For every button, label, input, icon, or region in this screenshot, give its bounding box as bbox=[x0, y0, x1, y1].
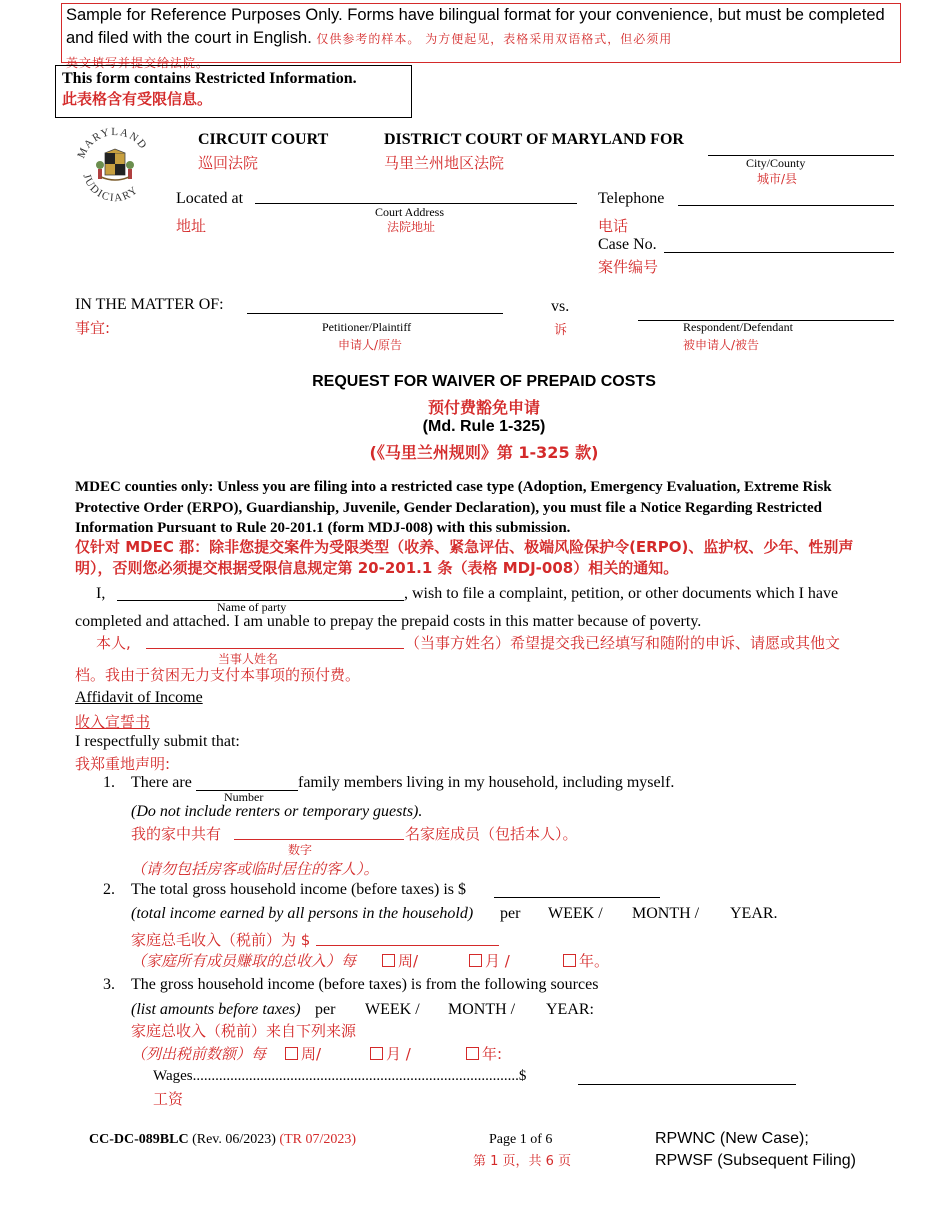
wages-field[interactable] bbox=[578, 1084, 796, 1085]
gross-income-field-zh[interactable] bbox=[316, 945, 499, 946]
sample-notice-zh: 仅供参考的样本。 为方便起见，表格采用双语格式，但必须用 bbox=[316, 32, 673, 46]
item3-note-zh: （列出税前数额）每 bbox=[131, 1045, 267, 1063]
page-number: Page 1 of 6 bbox=[489, 1132, 553, 1147]
item3-note: (list amounts before taxes) bbox=[131, 1001, 301, 1018]
item1-text-a: There are bbox=[131, 774, 192, 791]
sample-notice-en: Sample for Reference Purposes Only. Forms have bilingual format for your convenience, but must be completed and filed with the court in English. 仅供参考的样本。 为方便起见，表格采用双语格式，但必须用 英文填写并提交给法院。 bbox=[66, 6, 885, 70]
in-the-matter-label: IN THE MATTER OF: bbox=[75, 296, 224, 313]
item2-month-option[interactable]: 月 / bbox=[469, 950, 510, 971]
item2-note-zh: （家庭所有成员赚取的总收入）每 bbox=[131, 952, 357, 970]
month-checkbox[interactable] bbox=[469, 954, 482, 967]
telephone-label: Telephone bbox=[598, 190, 665, 207]
city-county-label-zh: 城市/县 bbox=[757, 172, 798, 186]
form-rule-zh: (《马里兰州规则》第 1-325 款) bbox=[369, 443, 599, 462]
form-code-2: RPWSF (Subsequent Filing) bbox=[655, 1152, 856, 1169]
item3-year: YEAR: bbox=[546, 1001, 594, 1018]
petitioner-label-zh: 申请人/原告 bbox=[338, 338, 403, 352]
year-checkbox-3[interactable] bbox=[466, 1047, 479, 1060]
form-revision: (Rev. 06/2023) bbox=[192, 1132, 276, 1147]
respondent-label-zh: 被申请人/被告 bbox=[683, 338, 760, 352]
name-of-party-label: Name of party bbox=[217, 600, 287, 614]
household-members-field-zh[interactable] bbox=[234, 839, 404, 840]
respondent-label: Respondent/Defendant bbox=[683, 320, 793, 334]
restricted-info-box bbox=[55, 65, 412, 118]
gross-income-field[interactable] bbox=[494, 897, 660, 898]
item2-number: 2. bbox=[103, 881, 115, 898]
item2-text-zh: 家庭总毛收入（税前）为 $ bbox=[131, 931, 311, 949]
form-translation-rev: (TR 07/2023) bbox=[279, 1132, 357, 1147]
telephone-field[interactable] bbox=[678, 205, 894, 206]
name-of-party-field-zh[interactable] bbox=[146, 648, 404, 649]
wages-label: Wages.......................................................................................$ bbox=[153, 1068, 527, 1084]
week-checkbox[interactable] bbox=[382, 954, 395, 967]
item3-per: per bbox=[315, 1001, 336, 1018]
month-checkbox-3[interactable] bbox=[370, 1047, 383, 1060]
item1-text-zh-b: 名家庭成员（包括本人）。 bbox=[405, 825, 578, 843]
district-court-label: DISTRICT COURT OF MARYLAND FOR bbox=[384, 131, 684, 148]
circuit-court-label: CIRCUIT COURT bbox=[198, 131, 329, 148]
item3-text-zh: 家庭总收入（税前）来自下列来源 bbox=[131, 1022, 357, 1040]
name-of-party-label-zh: 当事人姓名 bbox=[218, 652, 279, 666]
intro-i: I, bbox=[96, 585, 106, 602]
item2-week-option[interactable]: 周/ bbox=[382, 950, 418, 971]
number-label: Number bbox=[224, 790, 264, 804]
year-checkbox[interactable] bbox=[563, 954, 576, 967]
item3-month: MONTH / bbox=[448, 1001, 516, 1018]
number-label-zh: 数字 bbox=[288, 843, 313, 857]
circuit-court-label-zh: 巡回法院 bbox=[198, 154, 259, 172]
week-checkbox-3[interactable] bbox=[285, 1047, 298, 1060]
mdec-notice: MDEC counties only: Unless you are filing into a restricted case type (Adoption, Emergency Evaluation, Extreme Risk Protective Order (ERPO), Guardianship, Juvenile, Gender Declaration), you must file a Notice Regarding Restricted Information Pursuant to Rule 20-201.1 (form MDJ-008) with this submission. bbox=[75, 479, 832, 536]
wages-label-zh: 工资 bbox=[153, 1090, 184, 1108]
intro-line2: completed and attached. I am unable to prepay the prepaid costs in this matter because of poverty. bbox=[75, 613, 702, 630]
item3-month-option[interactable]: 月 / bbox=[370, 1043, 411, 1064]
maryland-judiciary-seal bbox=[75, 125, 155, 210]
petitioner-field[interactable] bbox=[247, 313, 503, 314]
item1-note: (Do not include renters or temporary guests). bbox=[131, 803, 423, 820]
affidavit-title: Affidavit of Income bbox=[75, 689, 203, 706]
seal-bottom-text: JUDICIARY bbox=[80, 172, 141, 205]
page-number-zh: 第 1 页，共 6 页 bbox=[473, 1154, 572, 1169]
intro-zh-start: 本人, bbox=[96, 634, 131, 652]
located-at-label: Located at bbox=[176, 190, 244, 207]
seal-icon bbox=[75, 125, 155, 210]
item2-text: The total gross household income (before taxes) is $ bbox=[131, 881, 467, 898]
intro-rest: , wish to file a complaint, petition, or other documents which I have bbox=[404, 585, 839, 602]
form-number-line bbox=[89, 1132, 356, 1148]
submit-statement: I respectfully submit that: bbox=[75, 733, 240, 750]
vs-label-zh: 诉 bbox=[554, 323, 568, 338]
case-no-label-zh: 案件编号 bbox=[598, 258, 659, 276]
form-number: CC-DC-089BLC bbox=[89, 1132, 189, 1147]
case-no-label: Case No. bbox=[598, 236, 657, 253]
item1-number: 1. bbox=[103, 774, 115, 791]
form-rule: (Md. Rule 1-325) bbox=[422, 418, 546, 435]
item3-week: WEEK / bbox=[365, 1001, 420, 1018]
located-at-label-zh: 地址 bbox=[176, 217, 207, 235]
case-no-field[interactable] bbox=[664, 252, 894, 253]
item1-text-b: family members living in my household, including myself. bbox=[298, 774, 675, 791]
city-county-label: City/County bbox=[746, 156, 806, 170]
intro-zh-line2: 档。我由于贫困无力支付本事项的预付费。 bbox=[75, 666, 361, 684]
affidavit-title-zh: 收入宣誓书 bbox=[75, 713, 151, 731]
form-title-zh: 预付费豁免申请 bbox=[427, 398, 540, 417]
item3-week-option[interactable]: 周/ bbox=[285, 1043, 321, 1064]
form-code-1: RPWNC (New Case); bbox=[655, 1130, 809, 1147]
item3-text: The gross household income (before taxes) is from the following sources bbox=[131, 976, 599, 993]
restricted-info-zh: 此表格含有受限信息。 bbox=[62, 90, 213, 108]
item2-week: WEEK / bbox=[548, 905, 603, 922]
item2-year: YEAR. bbox=[730, 905, 778, 922]
court-address-label: Court Address bbox=[375, 205, 444, 219]
item1-note-zh: （请勿包括房客或临时居住的客人）。 bbox=[131, 860, 379, 878]
item2-year-option[interactable]: 年。 bbox=[563, 950, 609, 971]
vs-label: vs. bbox=[551, 298, 570, 315]
item3-year-option[interactable]: 年: bbox=[466, 1043, 502, 1064]
telephone-label-zh: 电话 bbox=[598, 217, 629, 235]
district-court-label-zh: 马里兰州地区法院 bbox=[384, 154, 505, 172]
item2-note: (total income earned by all persons in the household) bbox=[131, 905, 474, 922]
item2-per: per bbox=[500, 905, 521, 922]
court-address-field[interactable] bbox=[255, 203, 577, 204]
seal-top-text: MARYLAND bbox=[75, 125, 150, 161]
petitioner-label: Petitioner/Plaintiff bbox=[322, 320, 412, 334]
restricted-info-en: This form contains Restricted Information. bbox=[62, 70, 357, 87]
in-the-matter-label-zh: 事宜: bbox=[75, 319, 111, 337]
submit-statement-zh: 我郑重地声明: bbox=[75, 755, 171, 773]
intro-zh-rest: （当事方姓名）希望提交我已经填写和随附的申诉、请愿或其他文 bbox=[405, 634, 841, 652]
sample-notice-zh-2: 英文填写并提交给法院。 bbox=[66, 56, 210, 70]
item2-month: MONTH / bbox=[632, 905, 700, 922]
item3-number: 3. bbox=[103, 976, 115, 993]
form-title: REQUEST FOR WAIVER OF PREPAID COSTS bbox=[312, 373, 656, 390]
item1-text-zh-a: 我的家中共有 bbox=[131, 825, 222, 843]
mdec-notice-zh: 仅针对 MDEC 郡：除非您提交案件为受限类型（收养、紧急评估、极端风险保护令(ERPO)、监护权、少年、性别声明），否则您必须提交根据受限信息规定第 20-201.1 条（表格 MDJ-008）相关的通知。 bbox=[75, 538, 854, 577]
court-address-label-zh: 法院地址 bbox=[387, 220, 436, 234]
